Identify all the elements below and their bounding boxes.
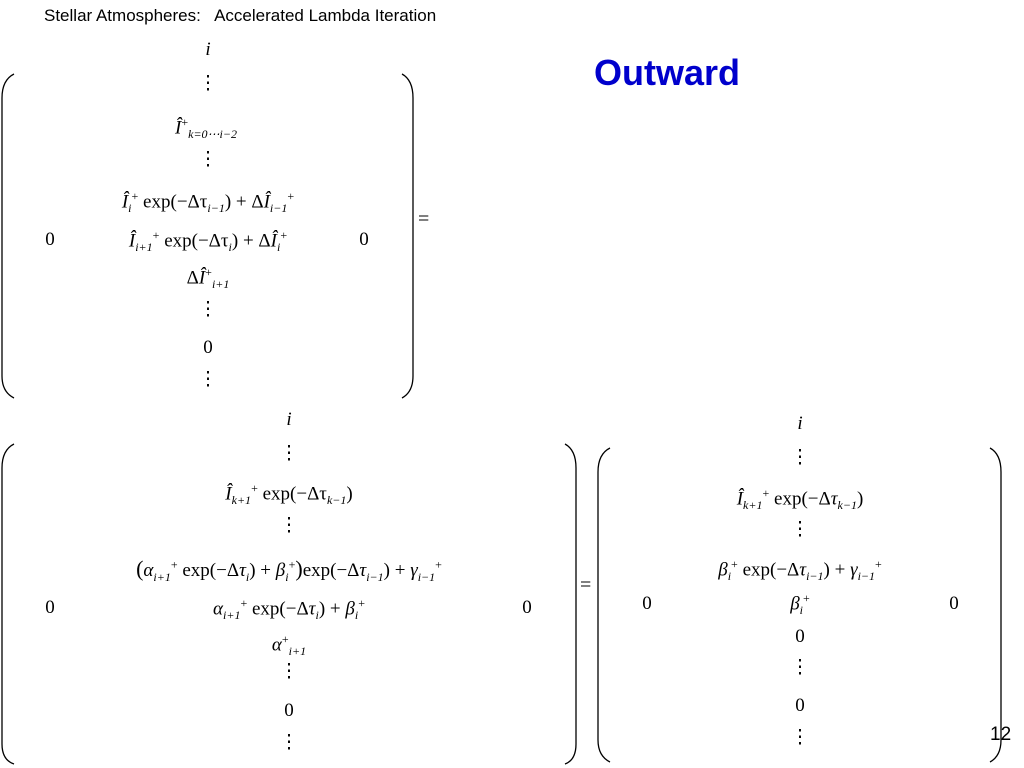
slide-title: Outward bbox=[594, 52, 741, 93]
bottom-right-row-zero-1: 0 bbox=[795, 626, 805, 647]
bottom-left-vdots-4: ⋮ bbox=[279, 732, 299, 753]
bottom-right-row-zero-2: 0 bbox=[795, 695, 805, 716]
top-vdots-1: ⋮ bbox=[198, 73, 218, 94]
top-row-hat-I: $Î^+_{k=0\cdots i-2}$ bbox=[175, 115, 237, 142]
top-equals-sign: = bbox=[418, 208, 430, 230]
bottom-left-row-i-minus-1: ($\alpha_{i+1}^+$ $\exp(-\Delta\tau_i) + \beta_i^+)\exp(-\Delta\tau_{i-1}) + \gamma_{i-1}^+$ bbox=[136, 556, 442, 584]
bottom-right-row-beta: $\beta_i^+$ bbox=[790, 591, 810, 618]
bottom-left-zero-right: 0 bbox=[522, 597, 532, 618]
bottom-left-vdots-3: ⋮ bbox=[279, 661, 299, 682]
top-vdots-3: ⋮ bbox=[198, 299, 218, 320]
top-vdots-4: ⋮ bbox=[198, 369, 218, 390]
slide-header: Stellar Atmospheres: Accelerated Lambda Iteration bbox=[44, 6, 437, 25]
bottom-left-row-k: $Î_{k+1}^+$ $\exp(-\Delta\tau_{k-1})$ bbox=[225, 481, 353, 508]
bottom-middle-right-bracket bbox=[565, 444, 576, 764]
top-left-bracket bbox=[2, 74, 14, 398]
bottom-right-vdots-3: ⋮ bbox=[790, 657, 810, 678]
bottom-left-zero-left: 0 bbox=[45, 597, 55, 618]
top-row-delta-I: $\Delta Î^+_{i+1}$ bbox=[186, 265, 230, 292]
bottom-right-row-k: $Î_{k+1}^+$ $\exp(-\Delta\tau_{k-1})$ bbox=[736, 486, 864, 513]
bottom-right-vdots-4: ⋮ bbox=[790, 727, 810, 748]
top-row-i-minus-1: $Î_i^+$ $\exp(-\Delta\tau_{i-1})$ + $\Delta Î_{i-1}^+$ bbox=[121, 189, 295, 216]
bottom-left-column-label: i bbox=[286, 409, 292, 430]
top-right-zero: 0 bbox=[359, 229, 369, 250]
bottom-left-vdots-2: ⋮ bbox=[279, 515, 299, 536]
bottom-right-left-bracket bbox=[598, 448, 610, 762]
bottom-right-vdots-1: ⋮ bbox=[790, 447, 810, 468]
bottom-left-row-zero: 0 bbox=[284, 700, 294, 721]
bottom-right-column-label: i bbox=[797, 413, 803, 434]
bottom-right-zero-right: 0 bbox=[949, 593, 959, 614]
top-vdots-2: ⋮ bbox=[198, 149, 218, 170]
top-column-label: i bbox=[205, 39, 211, 60]
bottom-right-vdots-2: ⋮ bbox=[790, 519, 810, 540]
bottom-left-bracket bbox=[2, 444, 14, 764]
bottom-equals-sign: = bbox=[580, 574, 592, 596]
bottom-left-row-alpha: $\alpha^+_{i+1}$ bbox=[271, 632, 307, 659]
top-right-bracket bbox=[402, 74, 413, 398]
top-left-zero: 0 bbox=[45, 229, 55, 250]
bottom-left-vdots-1: ⋮ bbox=[279, 443, 299, 464]
top-row-zero: 0 bbox=[203, 337, 213, 358]
bottom-right-row-beta-exp: $\beta_i^+$ $\exp(-\Delta\tau_{i-1}) + \gamma_{i-1}^+$ bbox=[718, 557, 882, 584]
top-row-i: $Î_{i+1}^+$ $\exp(-\Delta\tau_i)$ + $\Delta Î_i^+$ bbox=[128, 228, 288, 255]
bottom-left-row-i: $\alpha_{i+1}^+$ $\exp(-\Delta\tau_i) + \beta_i^+$ bbox=[213, 596, 365, 623]
bottom-right-right-bracket bbox=[990, 448, 1001, 762]
bottom-right-zero-left: 0 bbox=[642, 593, 652, 614]
page-number: 12 bbox=[990, 724, 1012, 745]
